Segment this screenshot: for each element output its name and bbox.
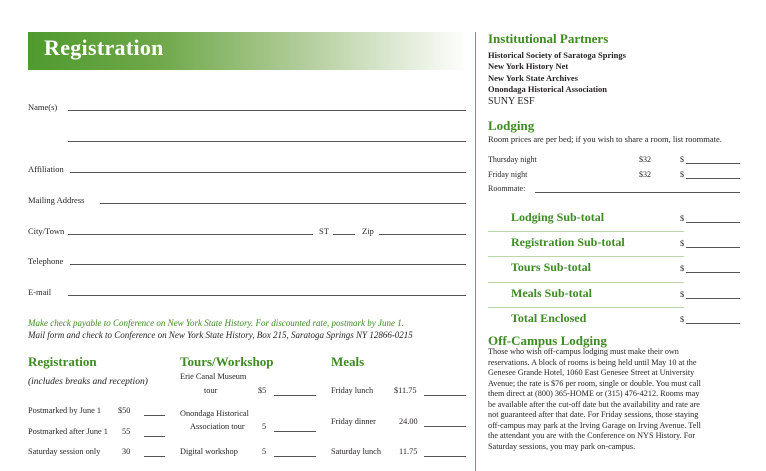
offcampus-line: Saturday sessions, you may park on-campus. [488,441,636,451]
meal-row-price: 11.75 [399,447,418,456]
tour-row-qty[interactable] [274,456,316,457]
offcampus-heading: Off-Campus Lodging [488,333,607,348]
tours-heading: Tours/Workshop [180,354,274,369]
email-label: E-mail [28,287,52,297]
partners-heading: Institutional Partners [488,31,609,46]
partner-item: Historical Society of Saratoga Springs [488,50,626,60]
lodging-friday-label: Friday night [488,170,528,179]
reg-row-label: Saturday session only [28,447,101,456]
partners-list [488,50,626,95]
reg-row-qty[interactable] [144,436,165,437]
offcampus-line: reservations. A block of rooms is being held until May 10 at the [488,357,697,367]
lodging-friday-field[interactable] [686,178,740,179]
registration-subtotal-label: Registration Sub-total [511,235,625,249]
tour-row-label-2: Association tour [190,422,245,431]
tour-row-qty[interactable] [274,431,316,432]
roommate-field[interactable] [535,192,740,193]
subtotal-divider [488,256,684,257]
lodging-thursday-label: Thursday night [488,155,537,164]
telephone-field[interactable] [70,264,466,265]
telephone-label: Telephone [28,256,64,266]
dollar-sign: $ [680,290,685,299]
zip-field[interactable] [379,234,466,235]
lodging-subtotal-field[interactable] [686,222,740,223]
offcampus-line: not guaranteed after that date. For Friday sessions, those staying [488,410,699,419]
meals-subtotal-field[interactable] [686,298,740,299]
offcampus-paragraph [488,347,760,452]
lodging-intro: Room prices are per bed; if you wish to share a room, list roommate. [488,134,722,144]
lodging-friday-price: $32 [639,170,651,179]
tour-row-price: 5 [262,422,267,431]
tour-row-label: Onondaga Historical [180,409,249,418]
total-enclosed-field[interactable] [686,323,740,324]
tour-row-price: 5 [262,447,267,456]
name-field-2[interactable] [68,141,466,142]
offcampus-line: Those who wish off-campus lodging must make their own [488,347,679,356]
meal-row-label: Friday dinner [331,417,376,426]
meals-subtotal-label: Meals Sub-total [511,286,592,300]
tour-row-price: $5 [258,386,267,395]
dollar-sign: $ [680,264,685,273]
dollar-sign: $ [680,239,685,248]
meal-row-label: Friday lunch [331,386,374,395]
offcampus-line: them direct at (800) 365-HOME or (315) 476-4212. Rooms may [488,389,700,398]
subtotal-divider [488,231,684,232]
tour-row-label: Erie Canal Museum [180,372,247,381]
mailing-address-label: Mailing Address [28,195,85,205]
reg-row-price: $50 [118,406,131,415]
meal-row-label: Saturday lunch [331,447,382,456]
offcampus-line: the attendant you are with the Conference on NYS History. For [488,431,696,440]
roommate-label: Roommate: [488,184,526,193]
subtotal-divider [488,282,684,283]
mailing-address-field[interactable] [100,203,466,204]
subtotal-divider [488,307,684,308]
tours-subtotal-label: Tours Sub-total [511,260,591,274]
affiliation-field[interactable] [70,172,466,173]
offcampus-line: Genesee Grande Hotel, 1060 East Genesee Street at University [488,368,695,377]
page-title: Registration [44,35,164,60]
partner-item: New York State Archives [488,72,578,83]
name-field[interactable] [68,110,466,111]
lodging-subtotal-label: Lodging Sub-total [511,210,605,224]
mailing-note: Mail form and check to Conference on New York State History, Box 215, Saratoga Springs NY 12866-0215 [28,330,413,340]
dollar-sign: $ [680,170,684,179]
registration-subnote: (includes breaks and reception) [28,377,148,387]
reg-row-price: 30 [122,447,131,456]
offcampus-line: off-campus may park at the Irving Garage on Irving Avenue. Tell [488,420,701,430]
dollar-sign: $ [680,155,684,164]
email-field[interactable] [68,295,466,296]
tour-row-label-2: tour [204,386,218,395]
offcampus-line: be available after the cut-off date but the availability and rate are [488,399,700,409]
meals-heading: Meals [331,354,365,369]
meal-row-qty[interactable] [424,426,466,427]
registration-subtotal-field[interactable] [686,247,740,248]
zip-label: Zip [362,226,374,236]
lodging-thursday-price: $32 [639,155,651,164]
name-label: Name(s) [28,102,58,112]
reg-row-price: 55 [122,427,131,436]
reg-row-qty[interactable] [144,415,165,416]
partner-item: Onondaga Historical Association [488,83,608,94]
meal-row-qty[interactable] [424,395,466,396]
lodging-thursday-field[interactable] [686,163,740,164]
partner-item-last: SUNY ESF [488,96,535,107]
meal-row-price: $11.75 [394,386,417,395]
reg-row-label: Postmarked after June 1 [28,427,108,436]
affiliation-label: Affiliation [28,164,64,174]
tours-subtotal-field[interactable] [686,272,740,273]
total-enclosed-label: Total Enclosed [511,311,587,325]
reg-row-qty[interactable] [144,456,165,457]
partner-item: New York History Net [488,61,569,72]
tour-row-qty[interactable] [274,395,316,396]
offcampus-line: Avenue; the rate is $76 per room, single or double. You must call [488,378,701,388]
tour-row-label: Digital workshop [180,447,238,456]
dollar-sign: $ [680,315,685,324]
lodging-heading: Lodging [488,118,535,133]
meal-row-price: 24.00 [399,417,418,426]
state-field[interactable] [333,234,355,235]
column-divider [475,32,476,471]
city-label: City/Town [28,226,65,236]
reg-row-label: Postmarked by June 1 [28,406,102,415]
registration-heading: Registration [28,354,97,369]
state-label: ST [319,226,329,236]
meal-row-qty[interactable] [424,456,466,457]
city-field[interactable] [68,234,313,235]
dollar-sign: $ [680,214,685,223]
payment-note: Make check payable to Conference on New York State History. For discounted rate, postmark by June 1. [28,318,405,328]
